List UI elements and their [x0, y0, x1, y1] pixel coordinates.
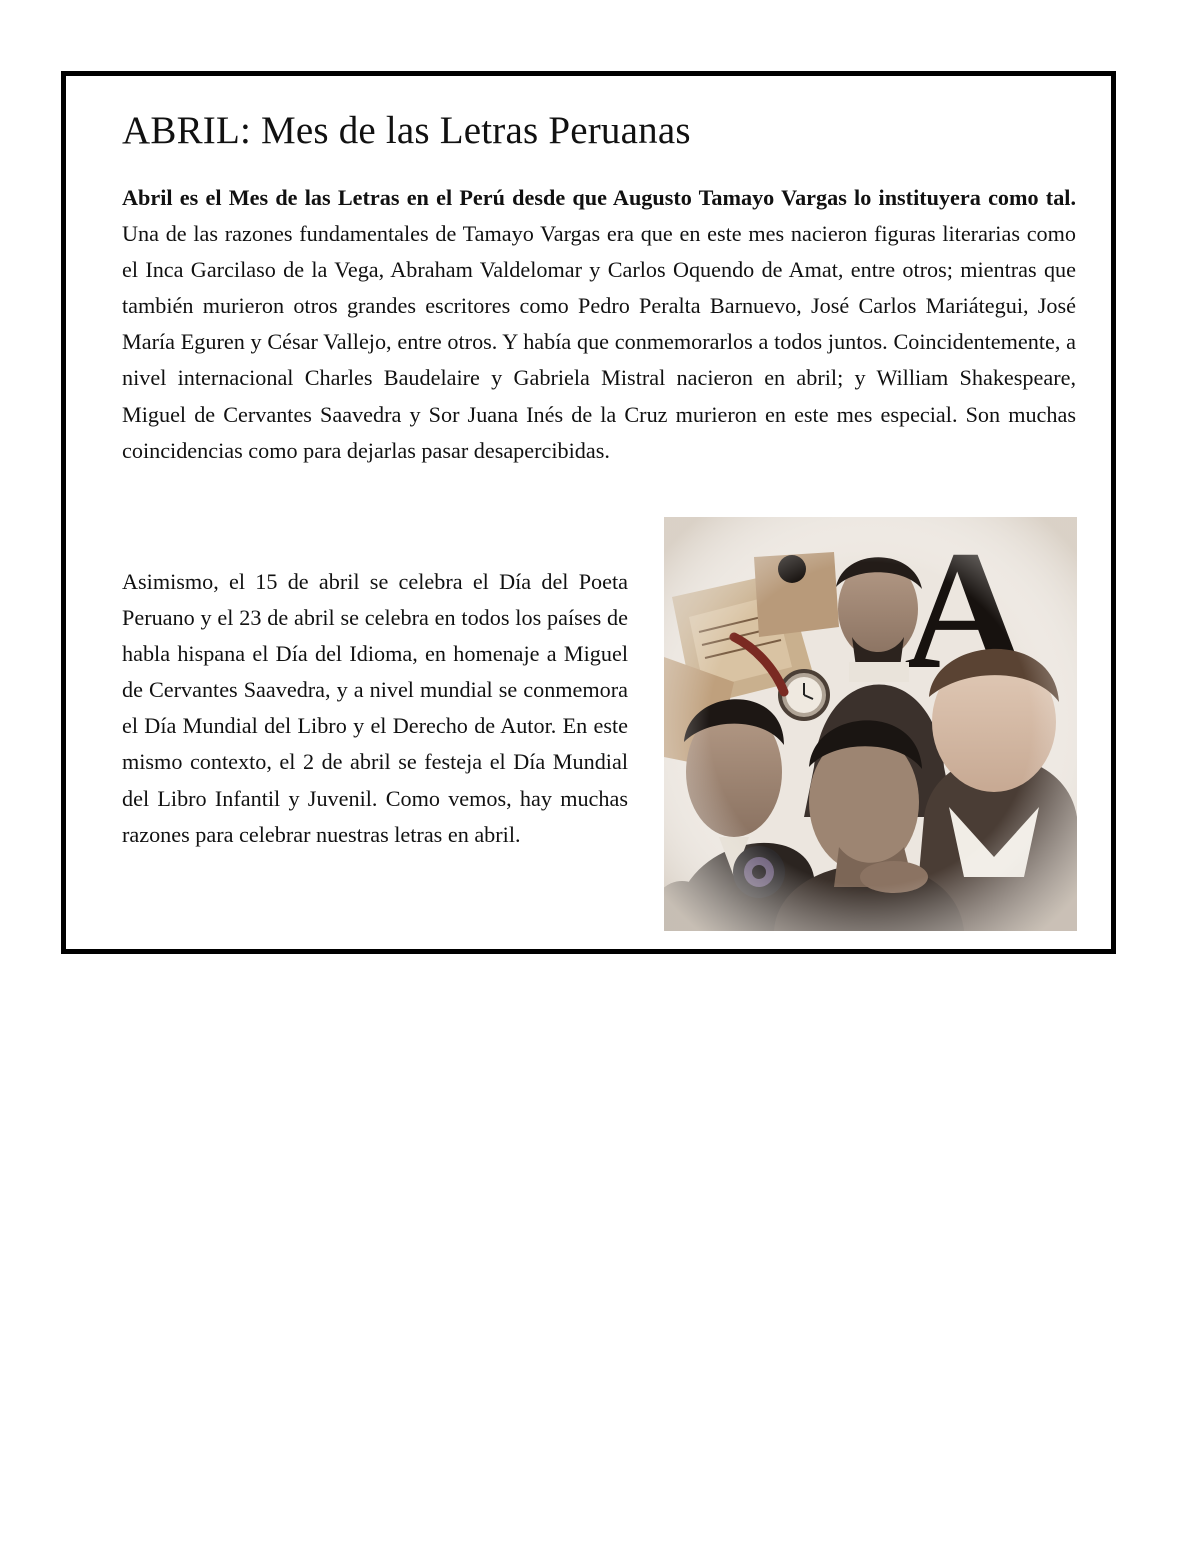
intro-paragraph: [122, 180, 1076, 469]
writers-collage-image: [664, 517, 1077, 931]
collage-illustration: [664, 517, 1077, 931]
intro-bold-sentence: Abril es el Mes de las Letras en el Perú desde que Augusto Tamayo Vargas lo instituyera como tal.: [122, 185, 1076, 210]
page-title: ABRIL: Mes de las Letras Peruanas: [122, 109, 691, 152]
second-paragraph: Asimismo, el 15 de abril se celebra el Día del Poeta Peruano y el 23 de abril se celebra en todos los países de habla hispana el Día del Idioma, en homenaje a Miguel de Cervantes Saavedra, y a nivel mundial se conmemora el Día Mundial del Libro y el Derecho de Autor. En este mismo contexto, el 2 de abril se festeja el Día Mundial del Libro Infantil y Juvenil. Como vemos, hay muchas razones para celebrar nuestras letras en abril.: [122, 569, 628, 847]
article-frame: [61, 71, 1116, 954]
intro-body-text: Una de las razones fundamentales de Tamayo Vargas era que en este mes nacieron figuras literarias como el Inca Garcilaso de la Vega, Abraham Valdelomar y Carlos Oquendo de Amat, entre otros; mientras que también murieron otros grandes escritores como Pedro Peralta Barnuevo, José Carlos Mariátegui, José María Eguren y César Vallejo, entre otros. Y había que conmemorarlos a todos juntos. Coincidentemente, a nivel internacional Charles Baudelaire y Gabriela Mistral nacieron en abril; y William Shakespeare, Miguel de Cervantes Saavedra y Sor Juana Inés de la Cruz murieron en este mes especial. Son muchas coincidencias como para dejarlas pasar desapercibidas.: [122, 221, 1076, 463]
